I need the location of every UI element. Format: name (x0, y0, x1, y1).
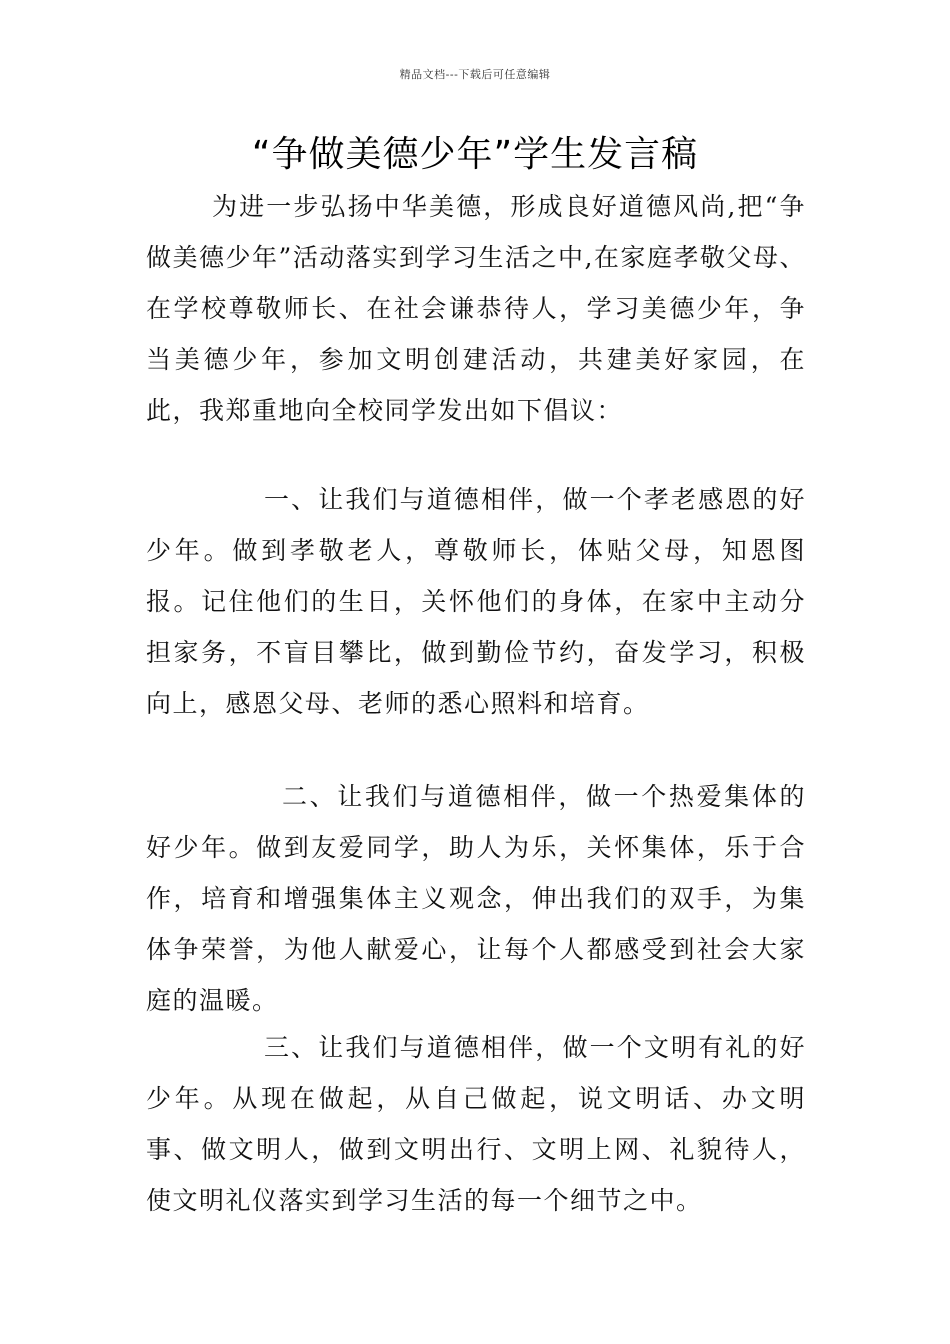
proposal-1-block (146, 474, 806, 729)
proposal-paragraph-3: 三、让我们与道德相伴，做一个文明有礼的好少年。从现在做起，从自己做起，说文明话、办文明事、做文明人，做到文明出行、文明上网、礼貌待人，使文明礼仪落实到学习生活的每一个细节之中。 (146, 1033, 806, 1215)
proposal-2-block (146, 771, 806, 1026)
proposal-paragraph-1: 一、让我们与道德相伴，做一个孝老感恩的好少年。做到孝敬老人，尊敬师长，体贴父母，知恩图报。记住他们的生日，关怀他们的身体，在家中主动分担家务，不盲目攀比，做到勤俭节约，奋发学习，积极向上，感恩父母、老师的悉心照料和培育。 (146, 485, 806, 718)
intro-paragraph-block (146, 181, 806, 436)
proposal-3-block (146, 1022, 806, 1226)
document-title: “争做美德少年”学生发言稿 (251, 134, 699, 175)
page-header-note: 精品文档---下载后可任意编辑 (399, 68, 551, 81)
proposal-paragraph-2: 二、让我们与道德相伴，做一个热爱集体的好少年。做到友爱同学，助人为乐，关怀集体，乐于合作，培育和增强集体主义观念，伸出我们的双手，为集体争荣誉，为他人献爱心，让每个人都感受到社会大家庭的温暖。 (146, 782, 806, 1015)
intro-paragraph: 为进一步弘扬中华美德，形成良好道德风尚,把“争做美德少年”活动落实到学习生活之中,在家庭孝敬父母、在学校尊敬师长、在社会谦恭待人，学习美德少年，争当美德少年，参加文明创建活动，共建美好家园，在此，我郑重地向全校同学发出如下倡议： (146, 192, 806, 425)
